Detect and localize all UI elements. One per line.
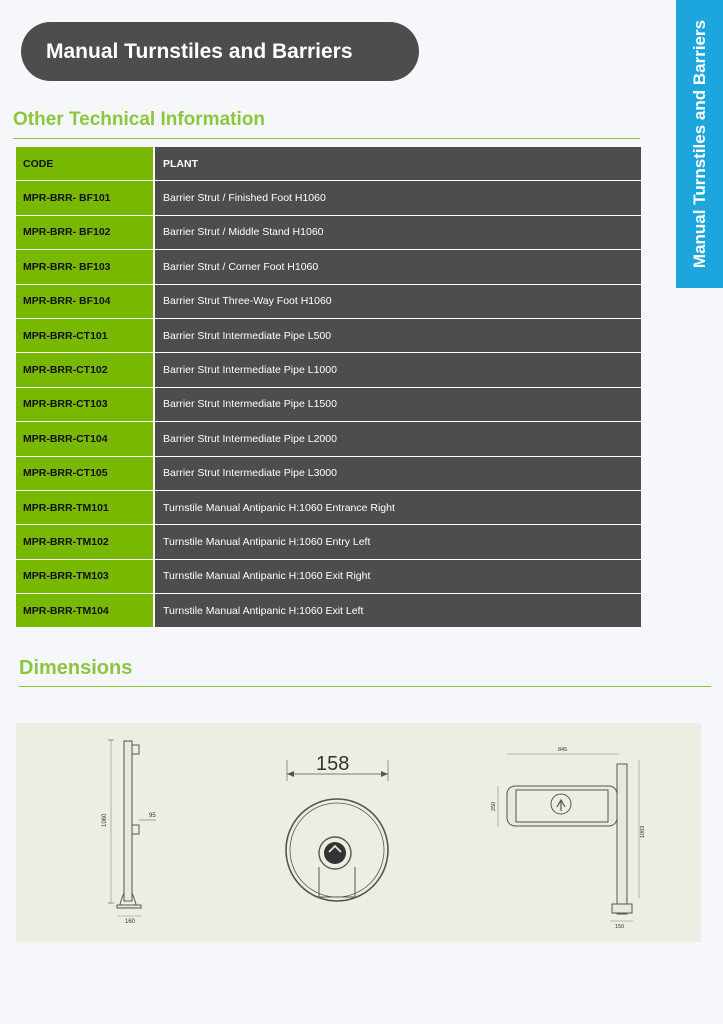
row-code: MPR-BRR-CT104: [16, 422, 155, 455]
turnstile-front-view: [498, 754, 639, 921]
strut-base-label: 160: [125, 919, 136, 925]
table-row: [16, 181, 641, 215]
turnstile-top-view: [286, 760, 388, 901]
row-plant: Turnstile Manual Antipanic H:1060 Entrance Right: [155, 491, 641, 524]
table-row: [16, 285, 641, 319]
row-code: MPR-BRR-CT102: [16, 353, 155, 386]
dimensions-title: Dimensions: [19, 657, 133, 679]
table-row: [16, 594, 641, 628]
row-code: MPR-BRR-CT101: [16, 319, 155, 352]
row-code: MPR-BRR-TM102: [16, 525, 155, 558]
tech-info-title: Other Technical Information: [13, 109, 265, 130]
table-row: [16, 525, 641, 559]
row-plant: Barrier Strut Three-Way Foot H1060: [155, 285, 641, 318]
row-plant: Barrier Strut / Middle Stand H1060: [155, 216, 641, 249]
row-plant: Barrier Strut Intermediate Pipe L1000: [155, 353, 641, 386]
page-title: [21, 22, 419, 81]
strut-offset-label: 95: [149, 813, 156, 819]
row-code: MPR-BRR-TM101: [16, 491, 155, 524]
row-code: MPR-BRR- BF103: [16, 250, 155, 283]
table-row: [16, 457, 641, 491]
dimensions-drawing-panel: [16, 723, 701, 942]
row-code: MPR-BRR- BF101: [16, 181, 155, 214]
row-code: MPR-BRR-TM104: [16, 594, 155, 627]
top-view-diameter-label: 158: [316, 753, 350, 775]
table-row: [16, 491, 641, 525]
table-row: [16, 422, 641, 456]
turnstile-width-label: 845: [558, 747, 568, 753]
spec-table: [16, 147, 641, 628]
row-code: MPR-BRR-TM103: [16, 560, 155, 593]
row-code: MPR-BRR- BF104: [16, 285, 155, 318]
row-plant: Turnstile Manual Antipanic H:1060 Exit Right: [155, 560, 641, 593]
tech-info-divider: [13, 138, 640, 139]
row-plant: Barrier Strut / Corner Foot H1060: [155, 250, 641, 283]
row-plant: Barrier Strut / Finished Foot H1060: [155, 181, 641, 214]
row-code: MPR-BRR-CT105: [16, 457, 155, 490]
table-header-row: [16, 147, 641, 181]
technical-drawings: [16, 723, 701, 942]
table-row: [16, 353, 641, 387]
turnstile-height-label: 1003: [640, 825, 646, 838]
turnstile-base-label: 150: [615, 924, 625, 930]
row-plant: Barrier Strut Intermediate Pipe L3000: [155, 457, 641, 490]
side-tab-label: Manual Turnstiles and Barriers: [689, 19, 709, 269]
page-title-text: Manual Turnstiles and Barriers: [46, 39, 353, 63]
turnstile-arm-label: 250: [491, 801, 497, 811]
row-code: MPR-BRR-CT103: [16, 388, 155, 421]
header-code: CODE: [16, 147, 155, 180]
row-code: MPR-BRR- BF102: [16, 216, 155, 249]
row-plant: Turnstile Manual Antipanic H:1060 Exit Left: [155, 594, 641, 627]
row-plant: Turnstile Manual Antipanic H:1060 Entry Left: [155, 525, 641, 558]
table-row: [16, 560, 641, 594]
table-row: [16, 250, 641, 284]
row-plant: Barrier Strut Intermediate Pipe L500: [155, 319, 641, 352]
row-plant: Barrier Strut Intermediate Pipe L1500: [155, 388, 641, 421]
row-plant: Barrier Strut Intermediate Pipe L2000: [155, 422, 641, 455]
dimensions-divider: [19, 686, 711, 687]
table-row: [16, 216, 641, 250]
table-row: [16, 388, 641, 422]
strut-height-label: 1060: [102, 813, 108, 827]
side-tab: [676, 0, 723, 288]
table-row: [16, 319, 641, 353]
strut-side-view: [108, 740, 156, 916]
header-plant: PLANT: [155, 147, 641, 180]
